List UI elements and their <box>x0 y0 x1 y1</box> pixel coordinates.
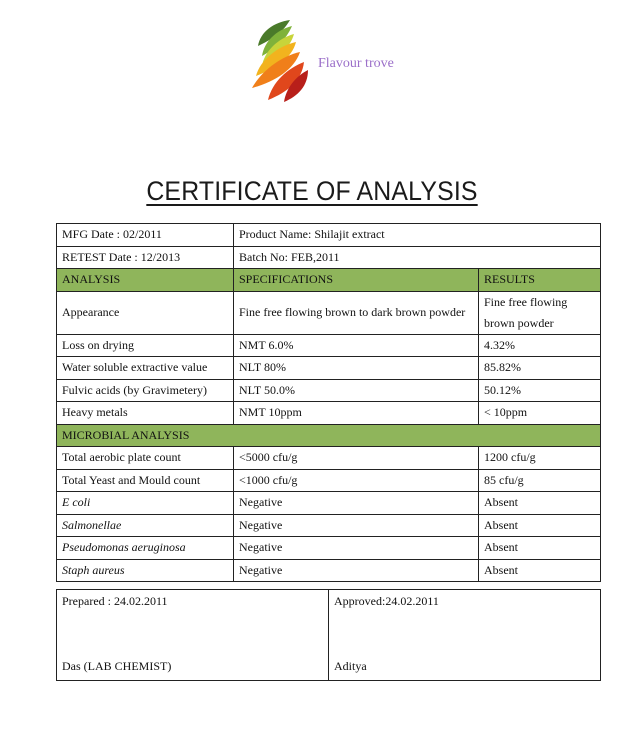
prepared-date: Prepared : 24.02.2011 <box>62 594 168 608</box>
row-name: E coli <box>57 492 234 515</box>
row-result: 85 cfu/g <box>479 469 601 492</box>
row-spec: NLT 80% <box>234 357 479 380</box>
row-spec: NLT 50.0% <box>234 379 479 402</box>
brand-logo <box>230 16 430 106</box>
microbial-analysis-heading: MICROBIAL ANALYSIS <box>57 424 601 447</box>
header-row <box>57 246 601 269</box>
row-result: 1200 cfu/g <box>479 447 601 470</box>
row-spec: NMT 10ppm <box>234 402 479 425</box>
table-row <box>57 514 601 537</box>
product-name: Product Name: Shilajit extract <box>234 224 601 247</box>
approved-date: Approved:24.02.2011 <box>334 594 439 608</box>
prepared-box <box>56 589 329 681</box>
row-result: Fine free flowing brown powder <box>479 291 601 334</box>
analysis-table <box>56 223 601 582</box>
column-analysis: ANALYSIS <box>57 269 234 292</box>
row-spec: <1000 cfu/g <box>234 469 479 492</box>
row-result: < 10ppm <box>479 402 601 425</box>
row-result: 85.82% <box>479 357 601 380</box>
row-name: Total aerobic plate count <box>57 447 234 470</box>
row-spec: NMT 6.0% <box>234 334 479 357</box>
row-result: 4.32% <box>479 334 601 357</box>
mfg-date: MFG Date : 02/2011 <box>57 224 234 247</box>
row-spec: Negative <box>234 492 479 515</box>
row-result: 50.12% <box>479 379 601 402</box>
row-name: Loss on drying <box>57 334 234 357</box>
row-name: Heavy metals <box>57 402 234 425</box>
microbial-header-row <box>57 424 601 447</box>
header-row <box>57 224 601 247</box>
table-row <box>57 334 601 357</box>
table-row <box>57 537 601 560</box>
row-result: Absent <box>479 514 601 537</box>
row-name: Salmonellae <box>57 514 234 537</box>
prepared-by: Das (LAB CHEMIST) <box>62 659 172 673</box>
row-spec: Negative <box>234 514 479 537</box>
column-specifications: SPECIFICATIONS <box>234 269 479 292</box>
row-result: Absent <box>479 559 601 582</box>
table-row <box>57 469 601 492</box>
row-spec: Negative <box>234 559 479 582</box>
table-row <box>57 447 601 470</box>
column-header-row <box>57 269 601 292</box>
row-spec: Fine free flowing brown to dark brown powder <box>234 291 479 334</box>
row-result: Absent <box>479 537 601 560</box>
row-name: Appearance <box>57 291 234 334</box>
row-name: Water soluble extractive value <box>57 357 234 380</box>
column-results: RESULTS <box>479 269 601 292</box>
batch-number: Batch No: FEB,2011 <box>234 246 601 269</box>
row-spec: Negative <box>234 537 479 560</box>
table-row <box>57 379 601 402</box>
row-name: Staph aureus <box>57 559 234 582</box>
table-row <box>57 559 601 582</box>
table-row <box>57 291 601 334</box>
leaf-logo-icon <box>230 16 320 106</box>
table-row <box>57 492 601 515</box>
row-name: Pseudomonas aeruginosa <box>57 537 234 560</box>
row-spec: <5000 cfu/g <box>234 447 479 470</box>
brand-name: Flavour trove <box>318 56 394 71</box>
row-name: Total Yeast and Mould count <box>57 469 234 492</box>
row-result: Absent <box>479 492 601 515</box>
document-title: CERTIFICATE OF ANALYSIS <box>146 176 478 206</box>
approved-box <box>328 589 601 681</box>
row-name: Fulvic acids (by Gravimetery) <box>57 379 234 402</box>
table-row <box>57 402 601 425</box>
table-row <box>57 357 601 380</box>
retest-date: RETEST Date : 12/2013 <box>57 246 234 269</box>
approved-by: Aditya <box>334 659 367 673</box>
